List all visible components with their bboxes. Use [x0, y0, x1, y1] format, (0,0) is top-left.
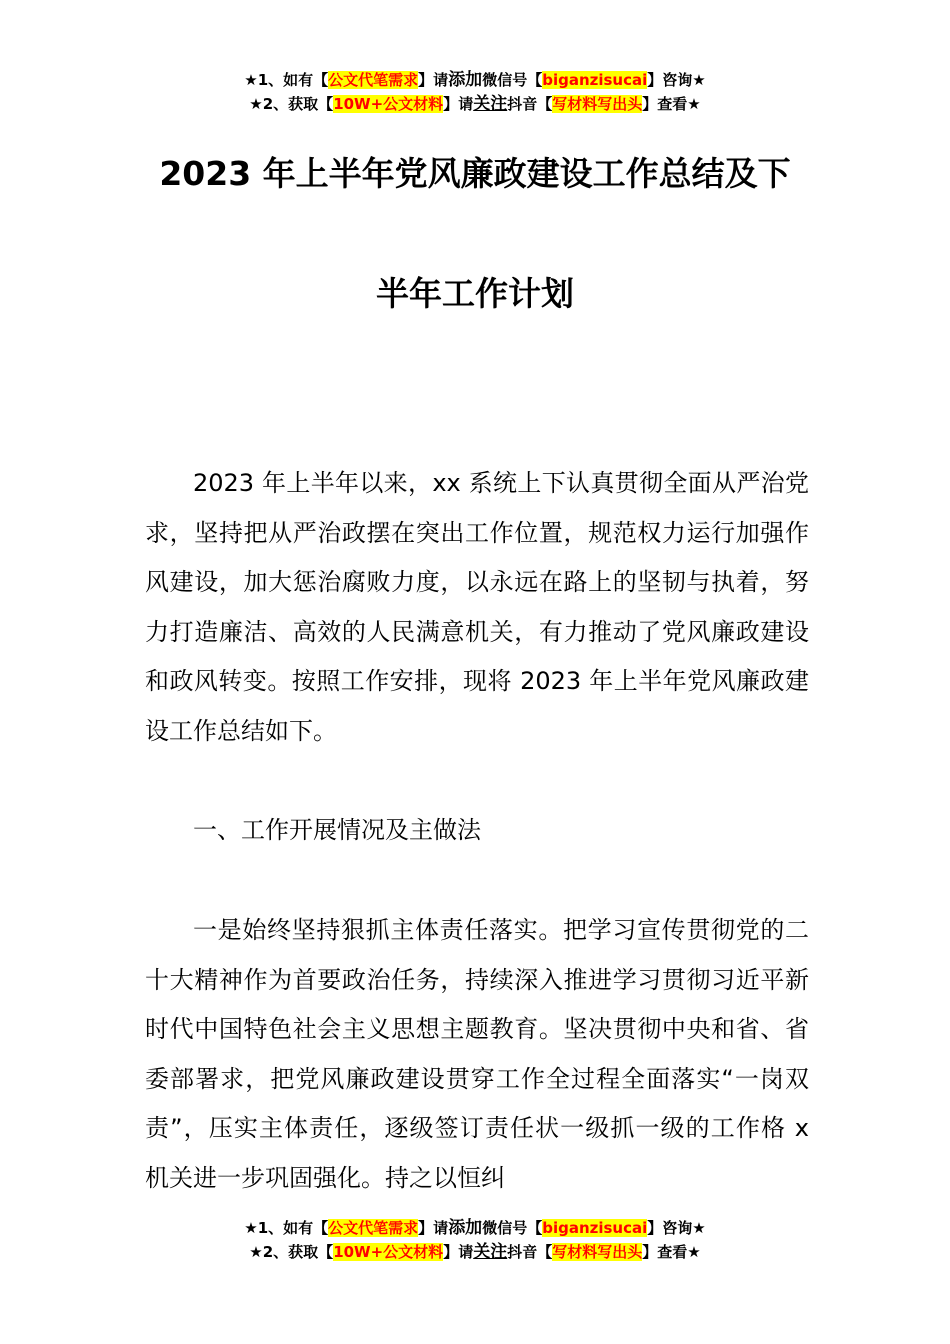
banner-highlight: 10W+公文材料: [333, 95, 444, 113]
banner-emphasis: 关注: [473, 1242, 508, 1262]
banner-text: ★2、获取【: [249, 1243, 334, 1261]
banner-text: 微信号【: [482, 71, 543, 89]
banner-line-2: [0, 1240, 950, 1264]
banner-highlight: 公文代笔需求: [328, 1219, 419, 1237]
banner-text: 】请: [418, 1219, 449, 1237]
banner-highlight: 10W+公文材料: [333, 1243, 444, 1261]
banner-text: 抖音【: [507, 95, 553, 113]
banner-emphasis: 添加: [448, 70, 483, 90]
section-heading: 一、工作开展情况及主做法: [193, 816, 481, 844]
banner-emphasis: 关注: [473, 94, 508, 114]
document-title-line-1: 2023 年上半年党风廉政建设工作总结及下: [159, 154, 791, 193]
header-banner: [0, 68, 950, 116]
banner-text: 】咨询★: [647, 71, 706, 89]
banner-highlight: 公文代笔需求: [328, 71, 419, 89]
banner-text: ★2、获取【: [249, 95, 334, 113]
banner-highlight: biganzisucai: [542, 71, 648, 89]
banner-line-2: [0, 92, 950, 116]
banner-text: 抖音【: [507, 1243, 553, 1261]
banner-text: 】请: [418, 71, 449, 89]
banner-line-1: [0, 1216, 950, 1240]
banner-highlight: 写材料写出头: [552, 95, 643, 113]
point-one-paragraph: 一是始终坚持狠抓主体责任落实。把学习宣传贯彻党的二十大精神作为首要政治任务，持续深入推进学习贯彻习近平新时代中国特色社会主义思想主题教育。坚决贯彻中央和省、省委部署求，把党风廉政建设贯穿工作全过程全面落实“一岗双责”，压实主体责任，逐级签订责任状一级抓一级的工作格 x 机关进一步巩固强化。持之以恒纠: [145, 916, 809, 1192]
intro-paragraph: 2023 年上半年以来，xx 系统上下认真贯彻全面从严治党求，坚持把从严治政摆在突出工作位置，规范权力运行加强作风建设，加大惩治腐败力度，以永远在路上的坚韧与执着，努力打造廉洁、高效的人民满意机关，有力推动了党风廉政建设和政风转变。按照工作安排，现将 2023 年上半年党风廉政建设工作总结如下。: [145, 469, 809, 745]
banner-text: ★1、如有【: [244, 1219, 329, 1237]
banner-text: 】查看★: [642, 1243, 701, 1261]
banner-emphasis: 添加: [448, 1218, 483, 1238]
banner-text: 】查看★: [642, 95, 701, 113]
banner-text: 微信号【: [482, 1219, 543, 1237]
footer-banner: [0, 1216, 950, 1264]
banner-highlight: 写材料写出头: [552, 1243, 643, 1261]
document-title-line-2: 半年工作计划: [376, 274, 574, 313]
banner-text: ★1、如有【: [244, 71, 329, 89]
banner-text: 】请: [443, 1243, 474, 1261]
banner-text: 】请: [443, 95, 474, 113]
banner-text: 】咨询★: [647, 1219, 706, 1237]
banner-line-1: [0, 68, 950, 92]
banner-highlight: biganzisucai: [542, 1219, 648, 1237]
